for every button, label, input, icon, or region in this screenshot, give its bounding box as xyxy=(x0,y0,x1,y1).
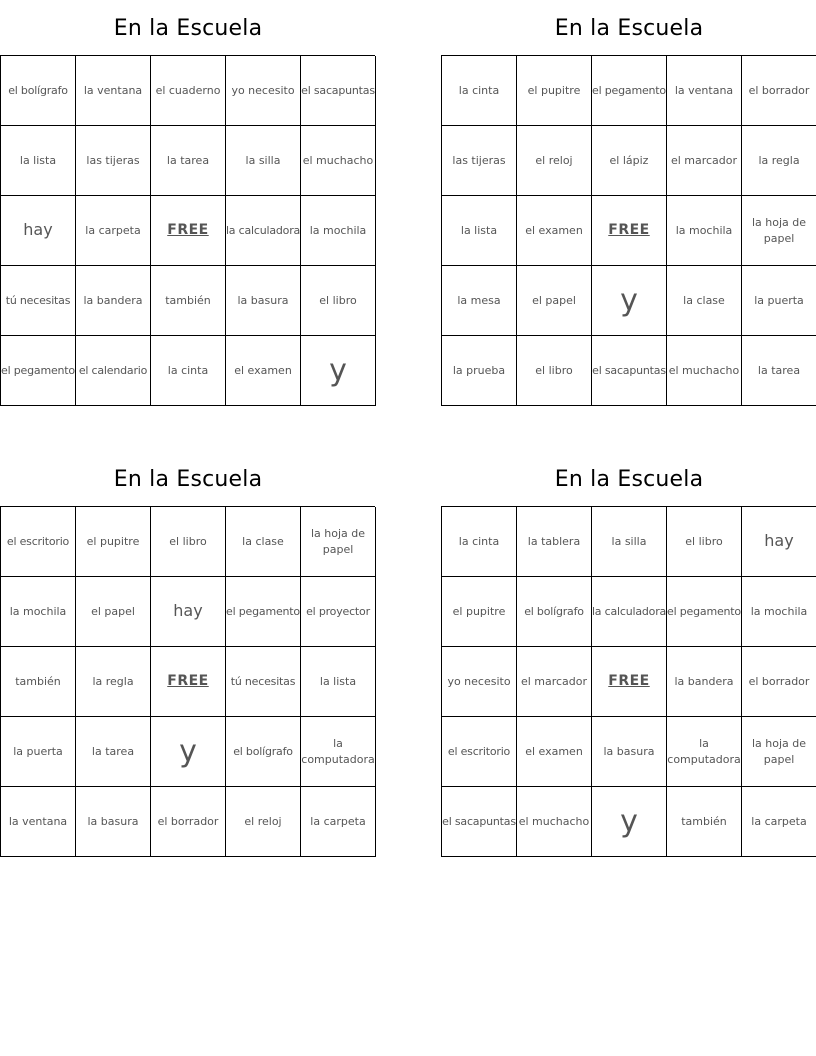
bingo-cell: el marcador xyxy=(517,647,592,717)
bingo-cell: también xyxy=(667,787,742,857)
bingo-cell: hay xyxy=(1,196,76,266)
bingo-cell: la regla xyxy=(742,126,816,196)
bingo-cell: el sacapuntas xyxy=(301,56,376,126)
bingo-cell: y xyxy=(301,336,376,406)
bingo-cell: la hoja de papel xyxy=(301,507,376,577)
free-space-cell: FREE xyxy=(151,196,226,266)
bingo-cell: la hoja de papel xyxy=(742,196,816,266)
bingo-cell: tú necesitas xyxy=(1,266,76,336)
bingo-grid xyxy=(0,506,375,857)
bingo-card xyxy=(0,461,376,857)
bingo-cell: el muchacho xyxy=(301,126,376,196)
bingo-cell: el cuaderno xyxy=(151,56,226,126)
bingo-cell: la ventana xyxy=(76,56,151,126)
bingo-cell: la bandera xyxy=(667,647,742,717)
bingo-cell: la clase xyxy=(667,266,742,336)
bingo-cell: la hoja de papel xyxy=(742,717,816,787)
bingo-cell: la regla xyxy=(76,647,151,717)
bingo-cell: el borrador xyxy=(151,787,226,857)
bingo-cell: también xyxy=(151,266,226,336)
bingo-cell: la carpeta xyxy=(301,787,376,857)
bingo-cell: el lápiz xyxy=(592,126,667,196)
bingo-cell: el muchacho xyxy=(517,787,592,857)
bingo-cell: el examen xyxy=(226,336,301,406)
bingo-cell: la carpeta xyxy=(76,196,151,266)
card-title: En la Escuela xyxy=(554,467,704,492)
bingo-cell: yo necesito xyxy=(442,647,517,717)
bingo-cell: el pegamento xyxy=(592,56,667,126)
bingo-grid xyxy=(441,55,816,406)
free-space-cell: FREE xyxy=(151,647,226,717)
bingo-cell: la basura xyxy=(226,266,301,336)
bingo-cell: el pupitre xyxy=(517,56,592,126)
bingo-cell: la lista xyxy=(301,647,376,717)
bingo-cell: la silla xyxy=(592,507,667,577)
bingo-cell: y xyxy=(592,787,667,857)
bingo-cell: el reloj xyxy=(517,126,592,196)
bingo-cell: el reloj xyxy=(226,787,301,857)
bingo-cell: la mochila xyxy=(301,196,376,266)
bingo-cell: la puerta xyxy=(1,717,76,787)
bingo-cell: el proyector xyxy=(301,577,376,647)
bingo-cell: el papel xyxy=(76,577,151,647)
free-space-cell: FREE xyxy=(592,196,667,266)
bingo-cell: las tijeras xyxy=(76,126,151,196)
bingo-grid xyxy=(441,506,816,857)
bingo-cell: el muchacho xyxy=(667,336,742,406)
bingo-cell: el borrador xyxy=(742,56,816,126)
bingo-cell: y xyxy=(592,266,667,336)
bingo-cell: la silla xyxy=(226,126,301,196)
bingo-cell: también xyxy=(1,647,76,717)
card-title: En la Escuela xyxy=(113,467,263,492)
bingo-cell: la basura xyxy=(592,717,667,787)
bingo-cell: el libro xyxy=(667,507,742,577)
bingo-cell: el escritorio xyxy=(1,507,76,577)
bingo-cell: la basura xyxy=(76,787,151,857)
bingo-cell: la puerta xyxy=(742,266,816,336)
bingo-cell: el papel xyxy=(517,266,592,336)
bingo-cell: la computadora xyxy=(301,717,376,787)
bingo-cell: la tarea xyxy=(76,717,151,787)
bingo-cell: la mesa xyxy=(442,266,517,336)
bingo-cell: la prueba xyxy=(442,336,517,406)
bingo-cell: el sacapuntas xyxy=(442,787,517,857)
bingo-cell: el bolígrafo xyxy=(517,577,592,647)
bingo-cell: el examen xyxy=(517,196,592,266)
bingo-cell: el borrador xyxy=(742,647,816,717)
bingo-cell: la mochila xyxy=(742,577,816,647)
bingo-cell: la ventana xyxy=(667,56,742,126)
bingo-cell: la mochila xyxy=(667,196,742,266)
bingo-cell: la tarea xyxy=(151,126,226,196)
card-title: En la Escuela xyxy=(554,16,704,41)
bingo-cell: la cinta xyxy=(442,56,517,126)
bingo-cell: hay xyxy=(742,507,816,577)
bingo-card xyxy=(441,461,816,857)
bingo-cell: el pegamento xyxy=(1,336,76,406)
bingo-cell: el calendario xyxy=(76,336,151,406)
card-title: En la Escuela xyxy=(113,16,263,41)
bingo-cell: la calculadora xyxy=(226,196,301,266)
bingo-cell: la mochila xyxy=(1,577,76,647)
bingo-cell: el pupitre xyxy=(442,577,517,647)
bingo-cell: hay xyxy=(151,577,226,647)
bingo-cell: el marcador xyxy=(667,126,742,196)
bingo-cell: el escritorio xyxy=(442,717,517,787)
bingo-cell: yo necesito xyxy=(226,56,301,126)
bingo-cell: la calculadora xyxy=(592,577,667,647)
bingo-cell: el pegamento xyxy=(667,577,742,647)
bingo-cell: la lista xyxy=(1,126,76,196)
bingo-cell: las tijeras xyxy=(442,126,517,196)
bingo-cell: el pegamento xyxy=(226,577,301,647)
bingo-cell: la cinta xyxy=(442,507,517,577)
bingo-cell: el examen xyxy=(517,717,592,787)
bingo-cell: tú necesitas xyxy=(226,647,301,717)
bingo-cell: y xyxy=(151,717,226,787)
bingo-cell: el sacapuntas xyxy=(592,336,667,406)
bingo-cell: la bandera xyxy=(76,266,151,336)
bingo-cell: el libro xyxy=(151,507,226,577)
bingo-cell: la cinta xyxy=(151,336,226,406)
bingo-cell: el bolígrafo xyxy=(226,717,301,787)
bingo-cell: la computadora xyxy=(667,717,742,787)
bingo-card xyxy=(441,10,816,406)
bingo-cell: la lista xyxy=(442,196,517,266)
bingo-cell: el pupitre xyxy=(76,507,151,577)
bingo-card xyxy=(0,10,376,406)
bingo-cell: la clase xyxy=(226,507,301,577)
bingo-cell: la ventana xyxy=(1,787,76,857)
bingo-cell: el bolígrafo xyxy=(1,56,76,126)
bingo-cell: la carpeta xyxy=(742,787,816,857)
bingo-cell: el libro xyxy=(517,336,592,406)
bingo-cell: la tarea xyxy=(742,336,816,406)
bingo-cell: el libro xyxy=(301,266,376,336)
free-space-cell: FREE xyxy=(592,647,667,717)
bingo-cell: la tablera xyxy=(517,507,592,577)
bingo-grid xyxy=(0,55,375,406)
